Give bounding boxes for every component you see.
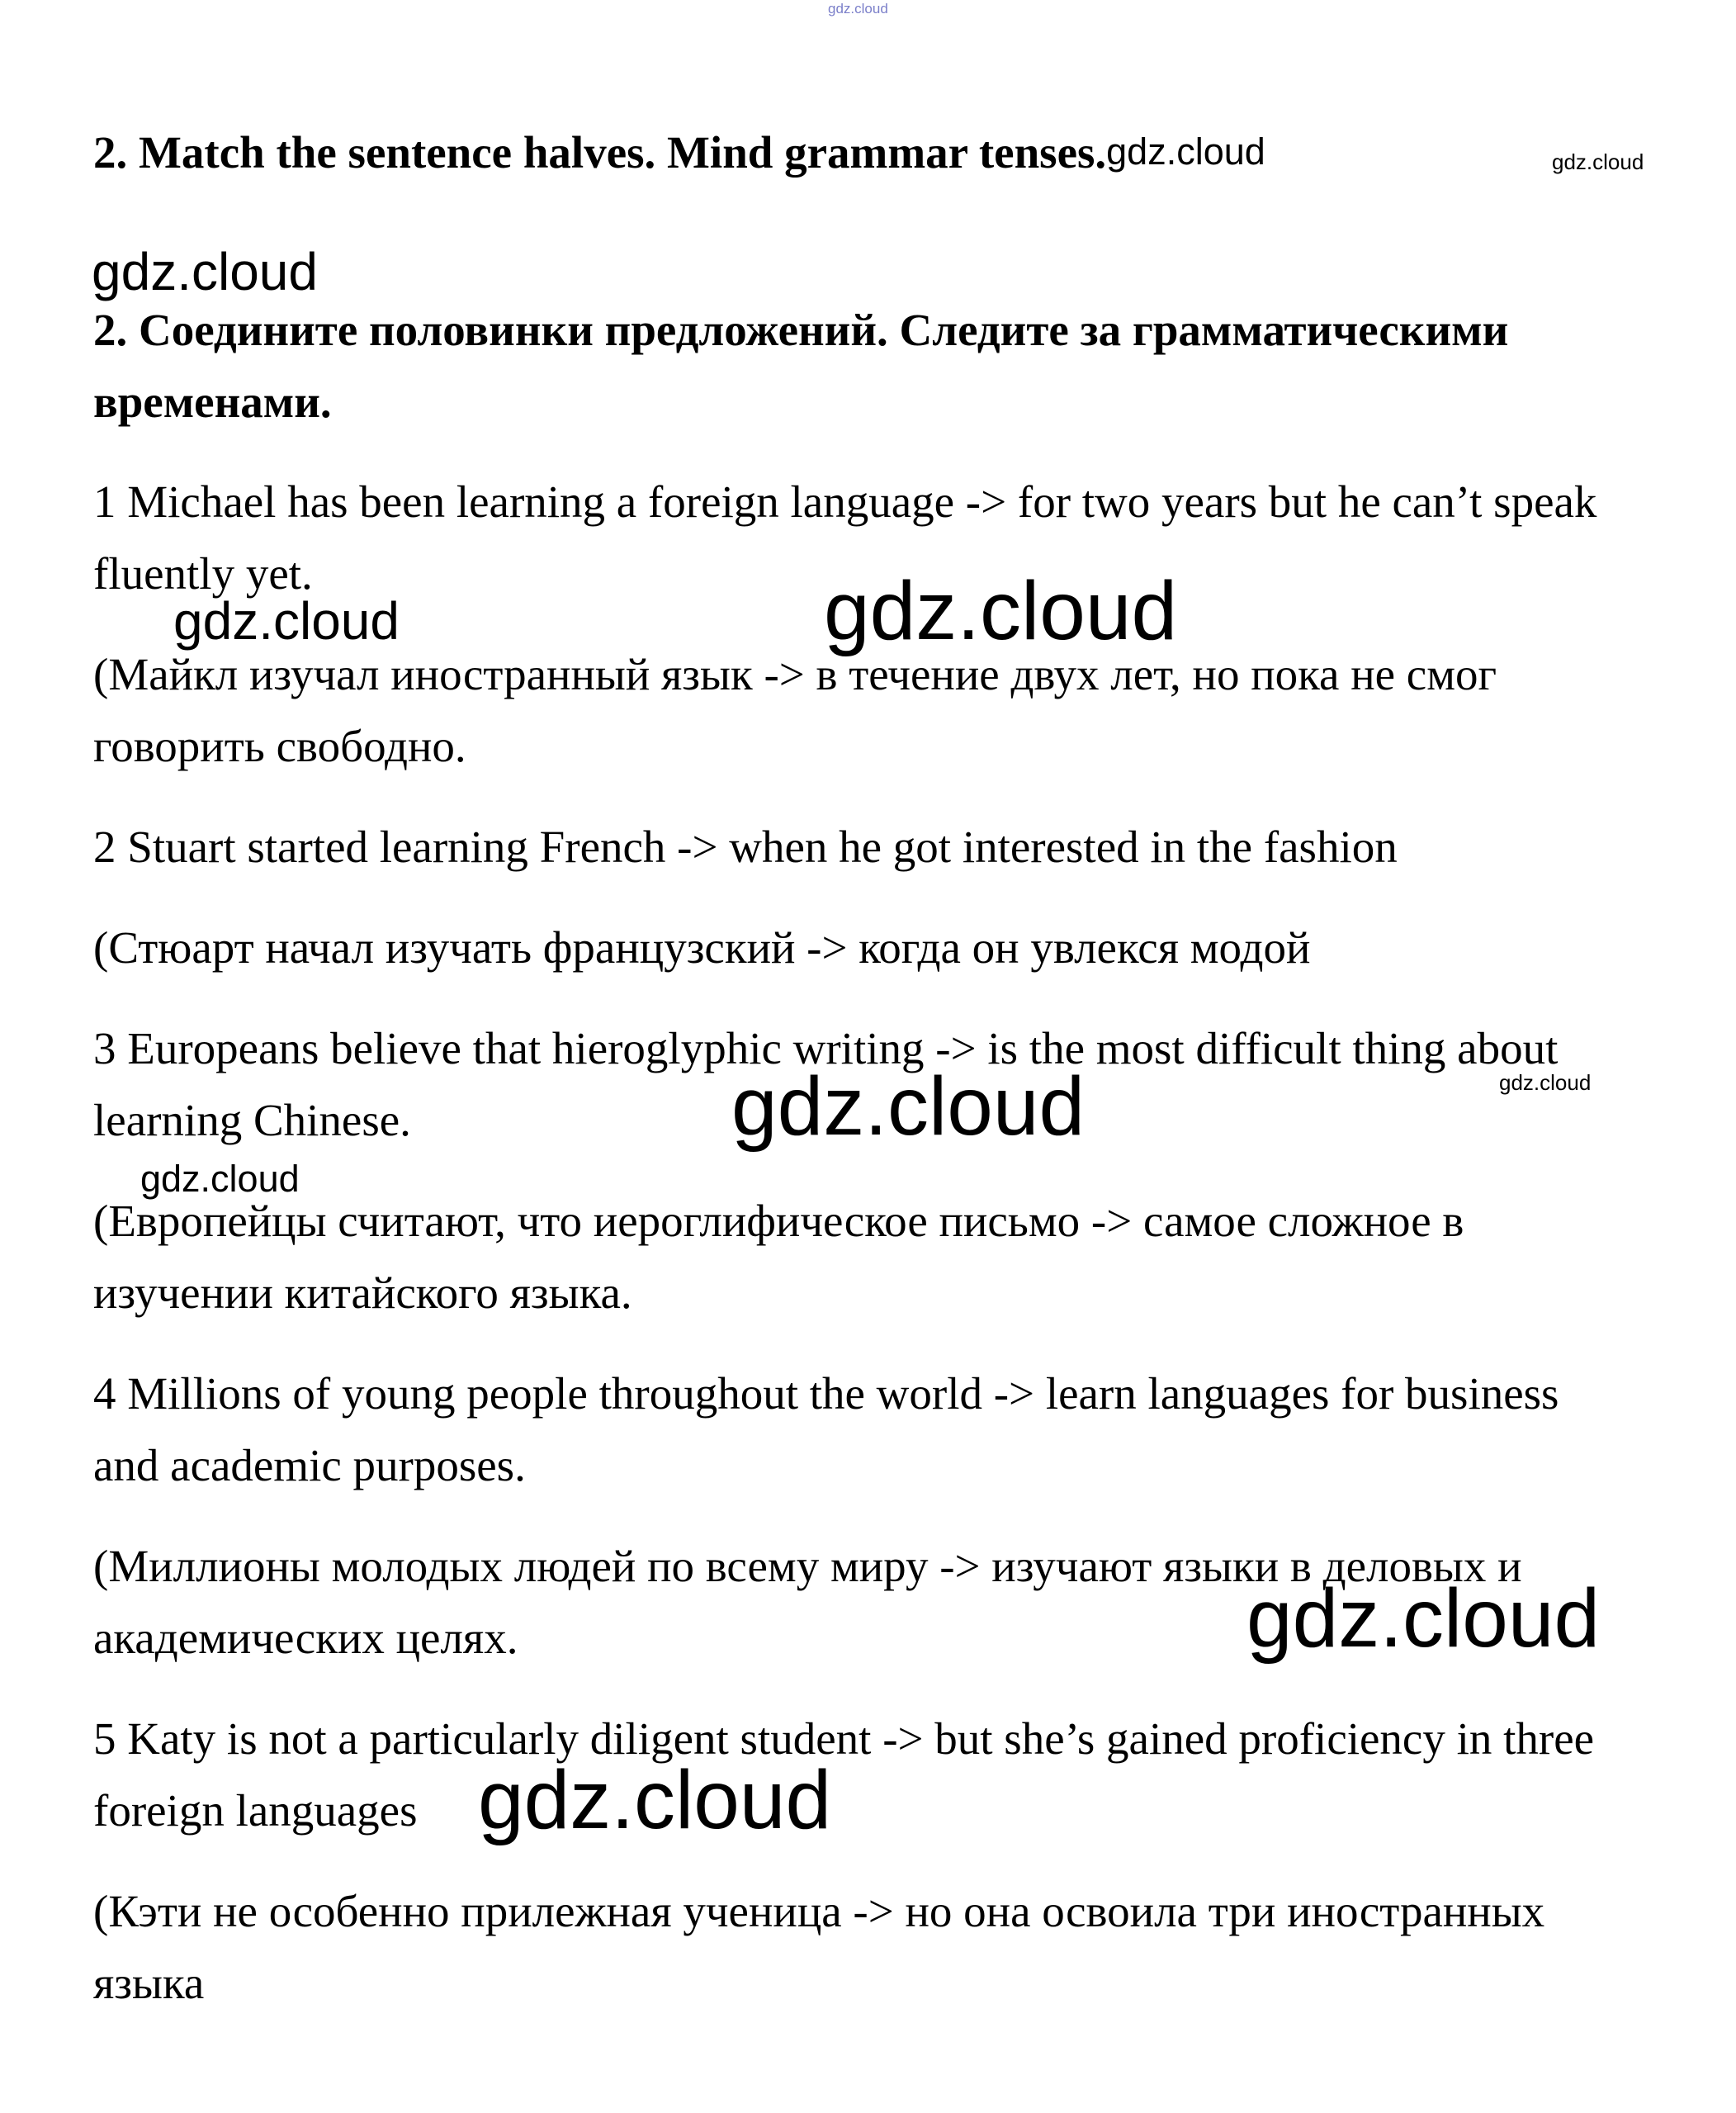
watermark-center-item3: gdz.cloud — [731, 1060, 1086, 1153]
watermark-center-item5: gdz.cloud — [478, 1754, 832, 1846]
item3-en-line2: learning Chinese. — [93, 1095, 411, 1145]
title-ru-line1: 2. Соедините половинки предложений. Следите за грамматическими — [93, 305, 1509, 355]
item5-ru-line2: языка — [93, 1958, 205, 2008]
item4-ru-line1: (Миллионы молодых людей по всему миру -> изучают языки в деловых и — [93, 1541, 1522, 1591]
title-ru-line2: временами. — [93, 377, 332, 427]
item4-en-line1: 4 Millions of young people throughout the world -> learn languages for business — [93, 1368, 1559, 1419]
title-en — [93, 127, 1265, 178]
item5-en-line1: 5 Katy is not a particularly diligent student -> but she’s gained proficiency in three — [93, 1713, 1595, 1764]
watermark-top-right: gdz.cloud — [1552, 149, 1644, 174]
item3-ru-line1: (Европейцы считают, что иероглифическое письмо -> самое сложное в — [93, 1196, 1464, 1246]
watermark-center-item1: gdz.cloud — [824, 565, 1178, 657]
watermark-before-ru-title: gdz.cloud — [92, 242, 318, 301]
item1-en-line2: fluently yet. — [93, 548, 313, 599]
item3-ru-line2: изучении китайского языка. — [93, 1267, 632, 1318]
item1-ru-line1: (Майкл изучал иностранный язык -> в течение двух лет, но пока не смог — [93, 649, 1497, 699]
watermark-right-item4: gdz.cloud — [1246, 1572, 1601, 1665]
title-en-text: 2. Match the sentence halves. Mind grammar tenses. — [93, 127, 1107, 178]
item2-en-line1: 2 Stuart started learning French -> when he got interested in the fashion — [93, 822, 1398, 872]
item3-en-line1: 3 Europeans believe that hieroglyphic writing -> is the most difficult thing about — [93, 1023, 1559, 1073]
watermark-after-title: gdz.cloud — [1106, 130, 1265, 173]
item4-en-line2: and academic purposes. — [93, 1440, 526, 1490]
watermark-top: gdz.cloud — [828, 1, 888, 17]
item2-ru-line1: (Стюарт начал изучать французский -> когда он увлекся модой — [93, 922, 1311, 973]
item5-ru-line1: (Кэти не особенно прилежная ученица -> но она освоила три иностранных — [93, 1886, 1545, 1936]
item1-ru-line2: говорить свободно. — [93, 721, 466, 771]
watermark-left-item1: gdz.cloud — [173, 591, 400, 651]
item5-en-line2: foreign languages — [93, 1785, 418, 1836]
watermark-right-item3: gdz.cloud — [1499, 1070, 1592, 1095]
item4-ru-line2: академических целях. — [93, 1613, 518, 1663]
item1-en-line1: 1 Michael has been learning a foreign language -> for two years but he can’t speak — [93, 476, 1597, 527]
watermark-left-item3: gdz.cloud — [140, 1158, 300, 1200]
